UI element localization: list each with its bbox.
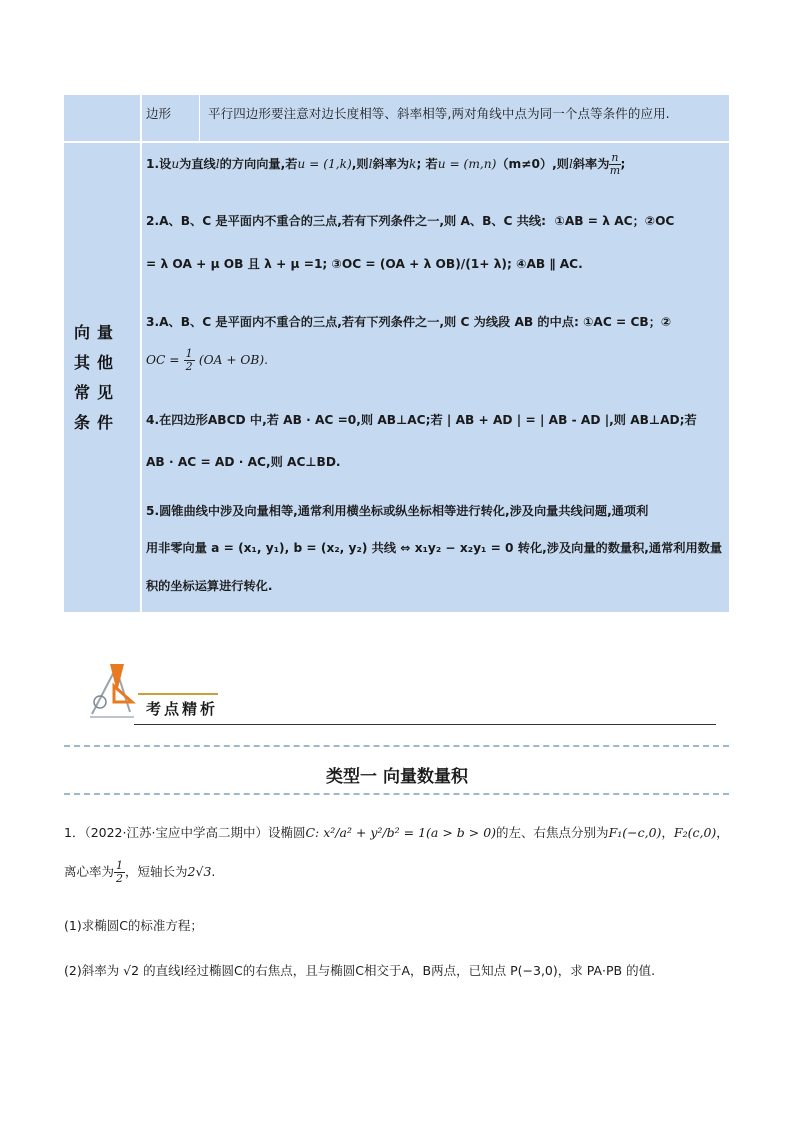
row1-description: 平行四边形要注意对边长度相等、斜率相等,两对角线中点为同一个点等条件的应用. [208, 106, 670, 121]
question-part-1: (1)求椭圆C的标准方程； [64, 918, 203, 933]
table-column-divider [140, 95, 142, 612]
question-part-2: (2)斜率为 √2 的直线l经过椭圆C的右焦点，且与椭圆C相交于A，B两点，已知点 P(−3,0)，求 PA·PB 的值. [64, 963, 656, 978]
condition-item-3-line1: 3.A、B、C 是平面内不重合的三点,若有下列条件之一,则 C 为线段 AB 的中点: ①AC = CB；② [146, 315, 672, 329]
condition-item-4-line2: AB · AC = AD · AC,则 AC⊥BD. [146, 455, 341, 469]
row2-category-label: 向量其他常见条件 [74, 323, 121, 432]
fraction-n-over-m: $\frac{n}{m}$ [609, 151, 621, 177]
geometry-tools-icon [86, 662, 136, 720]
dashed-divider-top [64, 745, 729, 747]
dashed-divider-bottom [64, 793, 729, 795]
condition-item-2-line2: = λ OA + μ OB 且 λ + μ =1; ③OC = (OA + λ OB)/(1+ λ); ④AB ∥ AC. [146, 257, 583, 271]
fraction-eccentricity: $\frac{1}{2}$ [116, 859, 124, 885]
question-line-2: 离心率为 $\frac{1}{2}$ ，短轴长为2√3. [64, 859, 216, 885]
section-underline [134, 724, 716, 725]
table-subcolumn-divider [199, 95, 200, 141]
fraction-one-half: $\frac{1}{2}$ [185, 347, 193, 373]
type-title: 类型一 向量数量积 [326, 767, 468, 787]
condition-item-4-line1: 4.在四边形ABCD 中,若 AB · AC =0,则 AB⊥AC;若 | AB + AD | = | AB - AD |,则 AB⊥AD;若 [146, 413, 697, 427]
condition-item-5-line2: 用非零向量 a = (x₁, y₁), b = (x₂, y₂) 共线 ⇔ x₁y₂ − x₂y₁ = 0 转化,涉及向量的数量积,通常利用数量 [146, 541, 723, 555]
section-title: 考点精析 [146, 700, 219, 718]
section-accent-line [138, 693, 218, 695]
condition-item-1: 1.设u为直线l的方向向量,若u = (1,k),则l斜率为k; 若u = (m,n)（m≠0）,则l斜率为 $\frac{n}{m}$ ; [146, 151, 626, 177]
condition-item-3-line2: OC = $\frac{1}{2}$ (OA + OB). [146, 347, 268, 373]
row1-sub-label: 边形 [146, 106, 172, 121]
question-line-1: 1．（2022·江苏·宝应中学高二期中）设椭圆C: x²/a² + y²/b² = 1(a > b > 0)的左、右焦点分别为F₁(−c,0)，F₂(c,0)， [64, 825, 729, 840]
condition-item-5-line1: 5.圆锥曲线中涉及向量相等,通常利用横坐标或纵坐标相等进行转化,涉及向量共线问题,通项利 [146, 504, 649, 518]
condition-item-5-line3: 积的坐标运算进行转化. [146, 579, 273, 593]
condition-item-2-line1: 2.A、B、C 是平面内不重合的三点,若有下列条件之一,则 A、B、C 共线: ①AB = λ AC；②OC [146, 214, 675, 228]
